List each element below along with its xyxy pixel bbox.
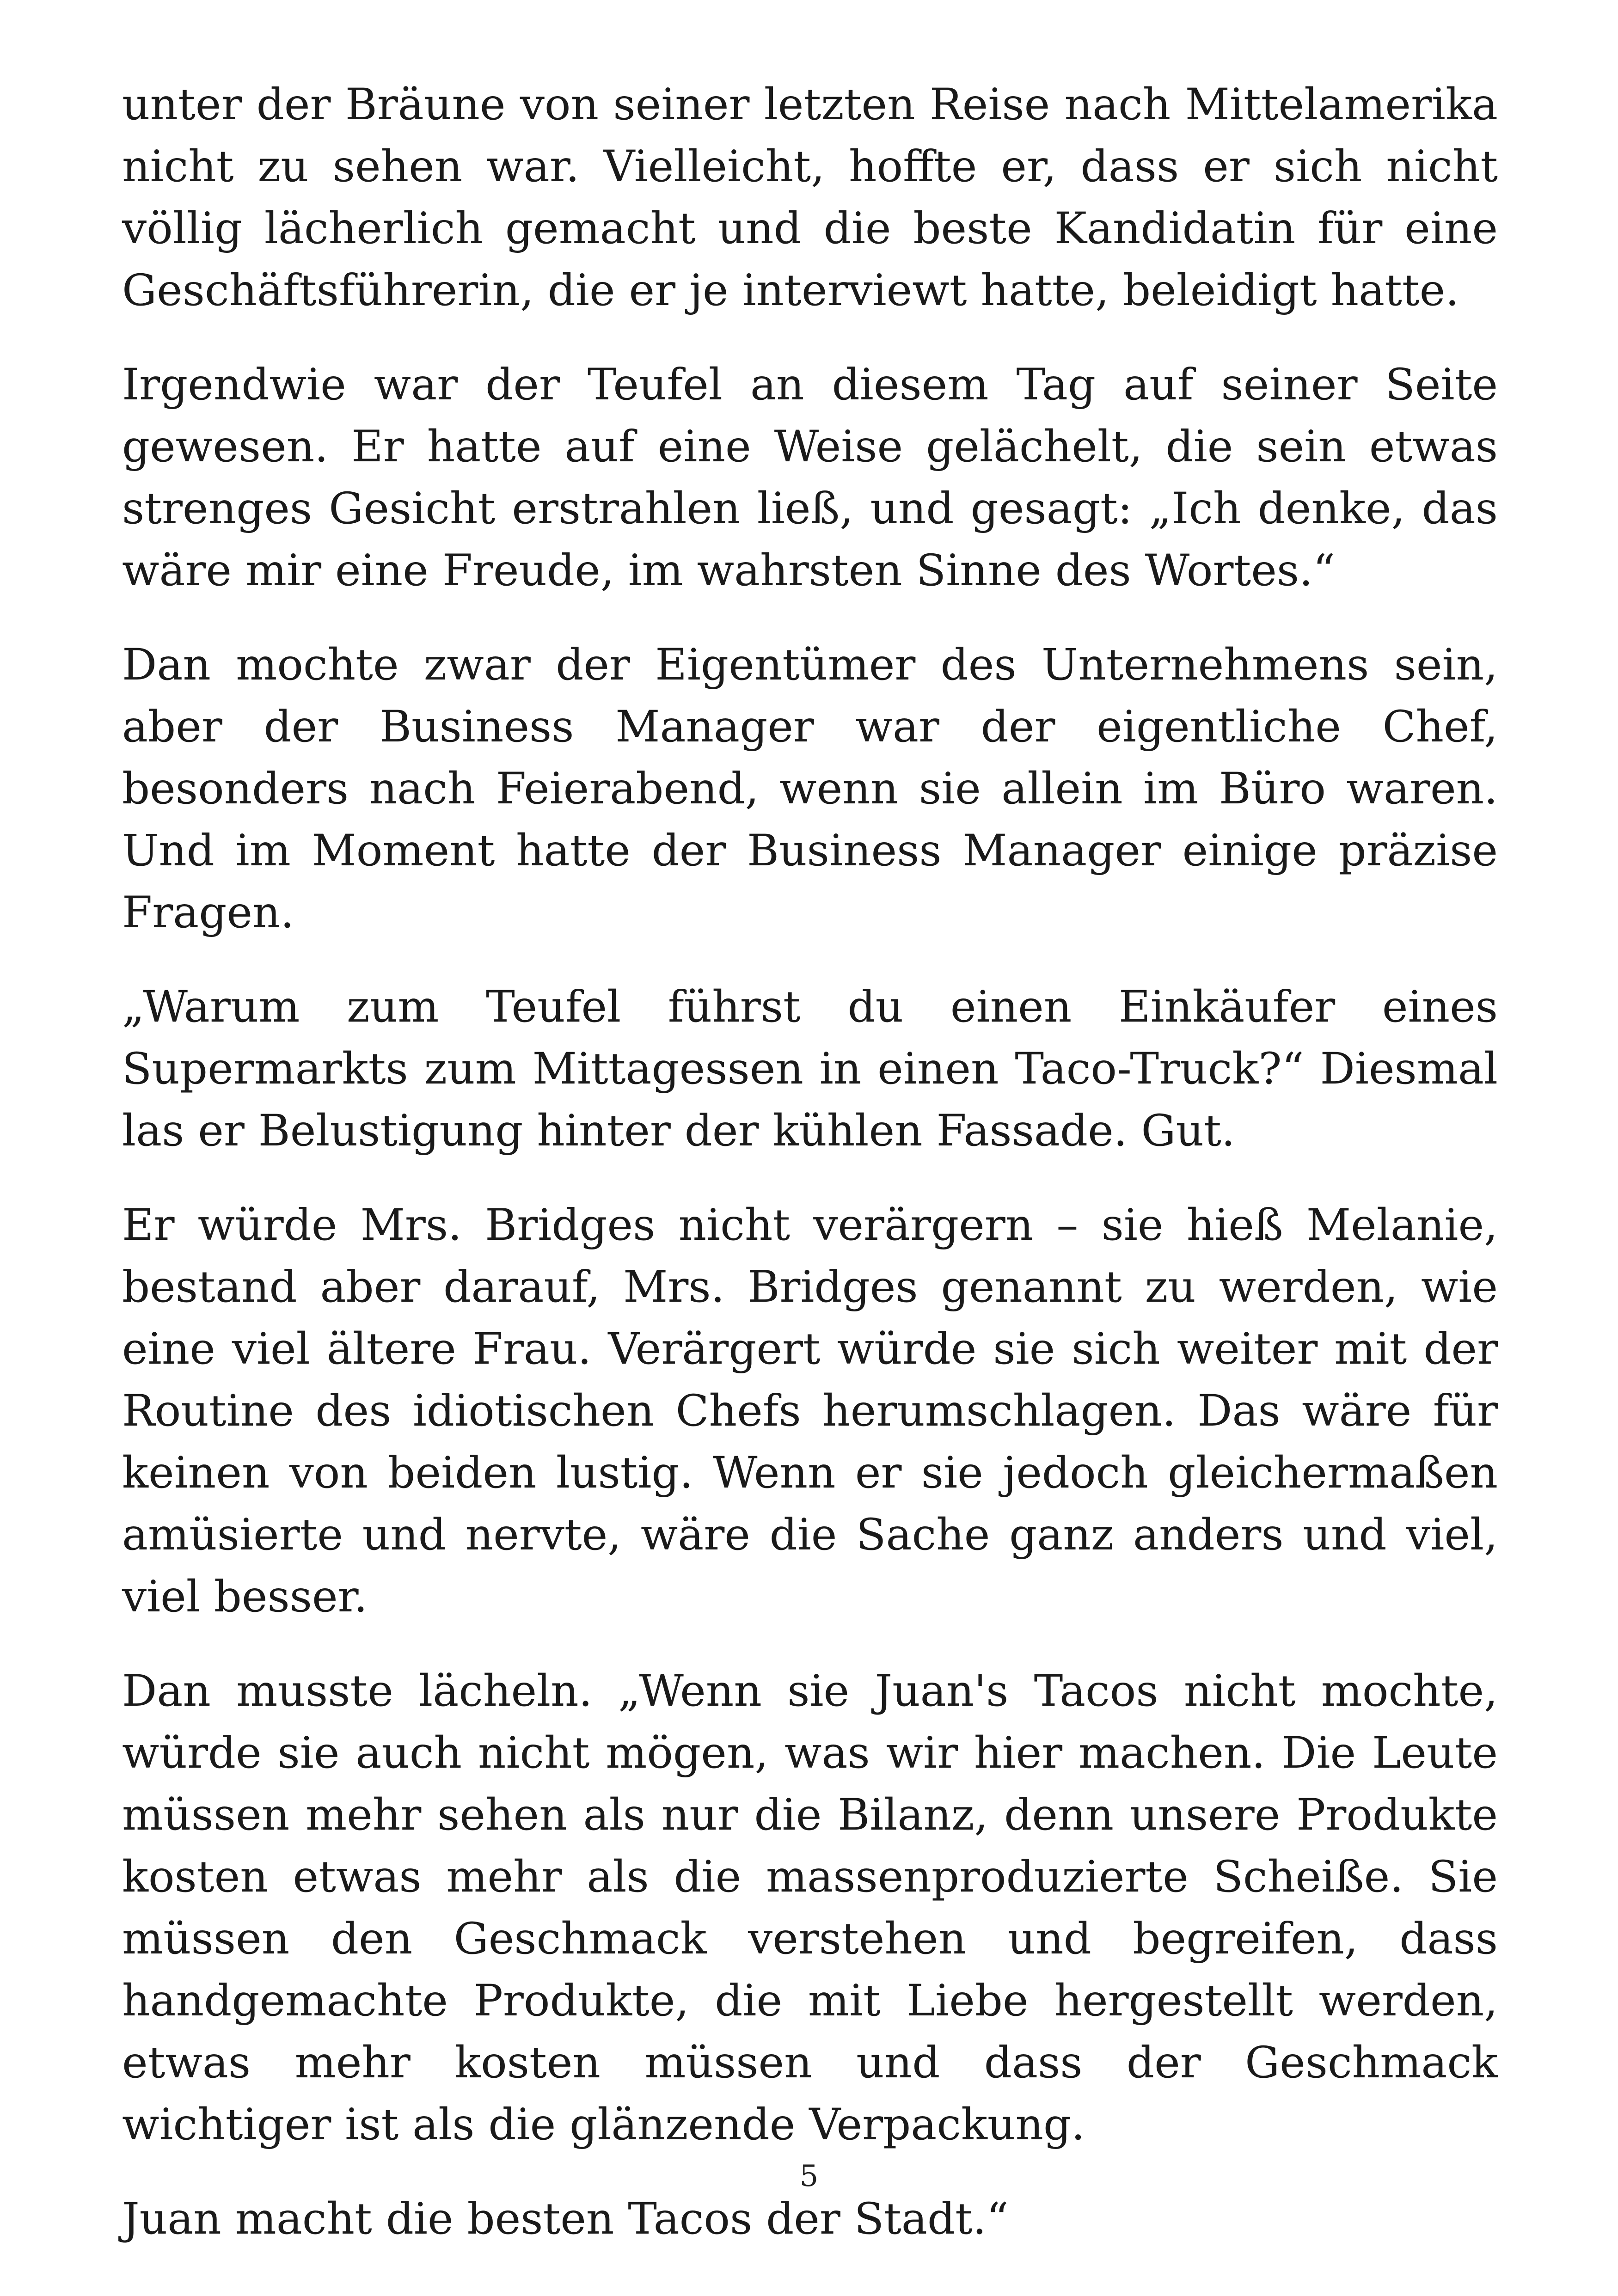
page-number: 5: [799, 2159, 819, 2193]
paragraph: unter der Bräune von seiner letzten Reise nach Mittelamerika nicht zu sehen war. Vielleicht, hoffte er, dass er sich nicht völlig lächerlich gemacht und die beste Kandidatin für eine Geschäftsführerin, die er je interviewt hatte, beleidigt hatte.: [122, 80, 1498, 316]
document-body: [122, 74, 1498, 2283]
paragraph: Dan musste lächeln. „Wenn sie Juan's Tacos nicht mochte, würde sie auch nicht mögen, was wir hier machen. Die Leute müssen mehr sehen als nur die Bilanz, denn unsere Produkte kosten etwas mehr als die massenproduzierte Scheiße. Sie müssen den Geschmack verstehen und begreifen, dass handgemachte Produkte, die mit Liebe hergestellt werden, etwas mehr kosten müssen und dass der Geschmack wichtiger ist als die glänzende Verpackung.: [122, 1666, 1498, 2150]
paragraph: Juan macht die besten Tacos der Stadt.“: [122, 2194, 1009, 2244]
paragraph: Irgendwie war der Teufel an diesem Tag auf seiner Seite gewesen. Er hatte auf eine Weise gelächelt, die sein etwas strenges Gesicht erstrahlen ließ, und gesagt: „Ich denke, das wäre mir eine Freude, im wahrsten Sinne des Wortes.“: [122, 360, 1498, 596]
paragraph: Er würde Mrs. Bridges nicht verärgern – sie hieß Melanie, bestand aber darauf, Mrs. Bridges genannt zu werden, wie eine viel ältere Frau. Verärgert würde sie sich weiter mit der Routine des idiotischen Chefs herumschlagen. Das wäre für keinen von beiden lustig. Wenn er sie jedoch gleichermaßen amüsierte und nervte, wäre die Sache ganz anders und viel, viel besser.: [122, 1200, 1498, 1622]
paragraph: „Warum zum Teufel führst du einen Einkäufer eines Supermarkts zum Mittagessen in einen Taco-Truck?“ Diesmal las er Belustigung hinter der kühlen Fassade. Gut.: [122, 982, 1498, 1156]
paragraph: Dan mochte zwar der Eigentümer des Unternehmens sein, aber der Business Manager war der eigentliche Chef, besonders nach Feierabend, wenn sie allein im Büro waren. Und im Moment hatte der Business Manager einige präzise Fragen.: [122, 640, 1498, 938]
